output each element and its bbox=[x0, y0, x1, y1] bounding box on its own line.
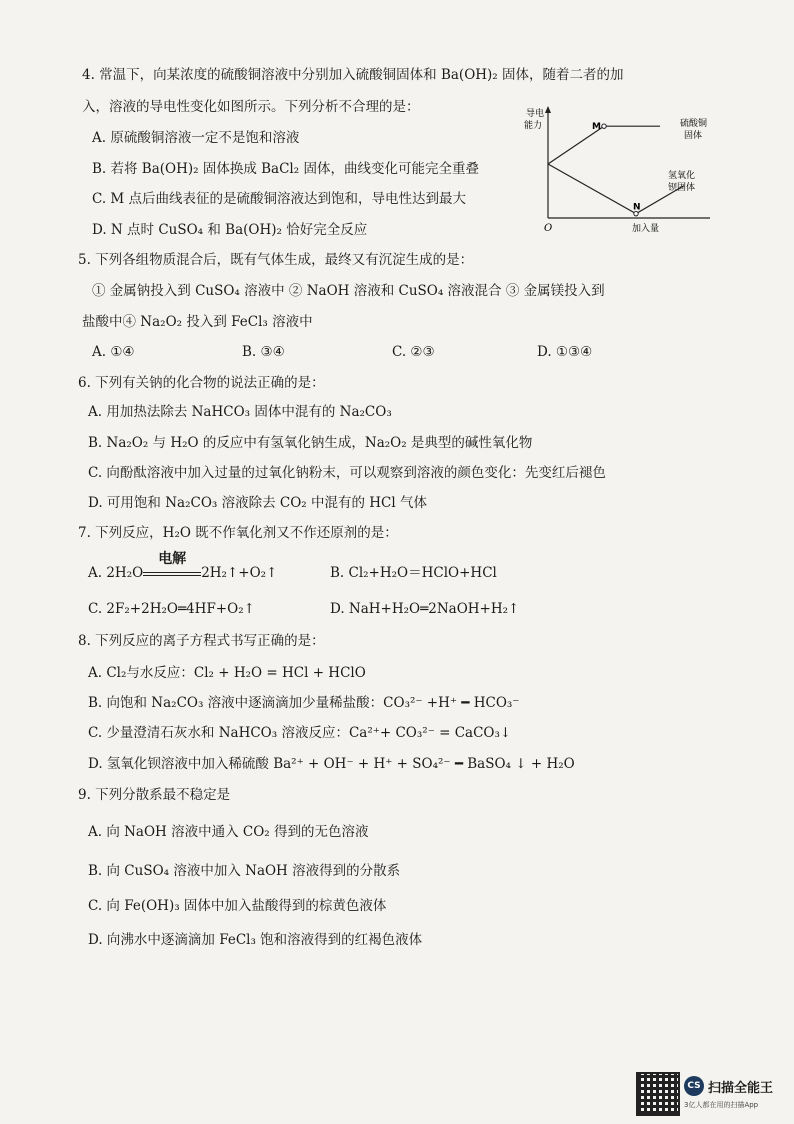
q8-option-b: B. 向饱和 Na₂CO₃ 溶液中逐滴滴加少量稀盐酸：CO₃²⁻ +H⁺ ━ HCO₃⁻ bbox=[88, 695, 520, 711]
q4-option-d: D. N 点时 CuSO₄ 和 Ba(OH)₂ 恰好完全反应 bbox=[92, 222, 368, 238]
q8-option-a: A. Cl₂与水反应：Cl₂ + H₂O = HCl + HClO bbox=[88, 665, 366, 681]
legend-barium-hydroxide-1: 氢氧化 bbox=[668, 171, 696, 181]
origin-label: O bbox=[544, 223, 553, 234]
q5-option-b: B. ③④ bbox=[242, 344, 285, 360]
q4-option-b: B. 若将 Ba(OH)₂ 固体换成 BaCl₂ 固体，曲线变化可能完全重叠 bbox=[92, 161, 479, 177]
q5-option-c: C. ②③ bbox=[392, 344, 435, 360]
q7-option-a bbox=[88, 551, 278, 582]
q6-option-a: A. 用加热法除去 NaHCO₃ 固体中混有的 Na₂CO₃ bbox=[88, 404, 392, 420]
electrolysis-equals bbox=[143, 551, 201, 582]
legend-copper-sulfate-1: 硫酸铜 bbox=[680, 119, 708, 129]
q5-option-d: D. ①③④ bbox=[537, 344, 593, 360]
q7-option-c: C. 2F₂+2H₂O═4HF+O₂↑ bbox=[88, 601, 255, 617]
q9-option-b: B. 向 CuSO₄ 溶液中加入 NaOH 溶液得到的分散系 bbox=[88, 863, 401, 879]
point-m-label: M bbox=[592, 122, 601, 133]
point-m-marker bbox=[602, 124, 606, 128]
series-barium-hydroxide-line bbox=[548, 164, 684, 214]
q4-option-a: A. 原硫酸铜溶液一定不是饱和溶液 bbox=[92, 130, 300, 146]
q7-option-a-right: 2H₂↑+O₂↑ bbox=[201, 565, 278, 581]
y-axis-label-2: 能力 bbox=[524, 121, 543, 131]
app-tagline: 3亿人都在用的扫描App bbox=[684, 1101, 759, 1109]
q7-stem: 7. 下列反应，H₂O 既不作氧化剂又不作还原剂的是： bbox=[78, 525, 398, 541]
legend-barium-hydroxide-2: 钡固体 bbox=[668, 183, 696, 193]
q6-option-b: B. Na₂O₂ 与 H₂O 的反应中有氢氧化钠生成，Na₂O₂ 是典型的碱性氧化物 bbox=[88, 435, 533, 451]
q7-option-d: D. NaH+H₂O═2NaOH+H₂↑ bbox=[330, 601, 520, 617]
q7-option-a-left: A. 2H₂O bbox=[88, 565, 144, 581]
q9-option-a: A. 向 NaOH 溶液中通入 CO₂ 得到的无色溶液 bbox=[88, 824, 369, 840]
q5-line1: ① 金属钠投入到 CuSO₄ 溶液中 ② NaOH 溶液和 CuSO₄ 溶液混合 ③ 金属镁投入到 bbox=[92, 283, 605, 299]
q6-option-c: C. 向酚酞溶液中加入过量的过氧化钠粉末，可以观察到溶液的颜色变化：先变红后褪色 bbox=[88, 465, 606, 481]
app-name: 扫描全能王 bbox=[708, 1081, 774, 1096]
camscanner-logo-icon: CS bbox=[684, 1076, 704, 1096]
q4-stem-line1: 4. 常温下，向某浓度的硫酸铜溶液中分别加入硫酸铜固体和 Ba(OH)₂ 固体，随着二者的加 bbox=[82, 67, 624, 83]
q9-stem: 9. 下列分散系最不稳定是 bbox=[78, 787, 231, 803]
conductivity-chart bbox=[520, 100, 720, 240]
y-axis-label-1: 导电 bbox=[526, 109, 545, 119]
q6-stem: 6. 下列有关钠的化合物的说法正确的是： bbox=[78, 375, 325, 391]
point-n-label: N bbox=[633, 202, 641, 213]
q7-option-b: B. Cl₂+H₂O＝HClO+HCl bbox=[330, 565, 497, 581]
q9-option-d: D. 向沸水中逐滴滴加 FeCl₃ 饱和溶液得到的红褐色液体 bbox=[88, 932, 423, 948]
q4-stem-line2: 入，溶液的导电性变化如图所示。下列分析不合理的是： bbox=[82, 99, 420, 115]
qr-code-icon bbox=[636, 1072, 680, 1116]
y-axis-arrow bbox=[545, 106, 551, 113]
q8-option-d: D. 氢氧化钡溶液中加入稀硫酸 Ba²⁺ + OH⁻ + H⁺ + SO₄²⁻ ━ BaSO₄ ↓ + H₂O bbox=[88, 756, 575, 772]
q8-option-c: C. 少量澄清石灰水和 NaHCO₃ 溶液反应：Ca²⁺+ CO₃²⁻ = CaCO₃↓ bbox=[88, 725, 512, 741]
legend-copper-sulfate-2: 固体 bbox=[684, 131, 703, 141]
q4-option-c: C. M 点后曲线表征的是硫酸铜溶液达到饱和，导电性达到最大 bbox=[92, 191, 467, 207]
q9-option-c: C. 向 Fe(OH)₃ 固体中加入盐酸得到的棕黄色液体 bbox=[88, 898, 387, 914]
q5-option-a: A. ①④ bbox=[92, 344, 135, 360]
series-copper-sulfate-line bbox=[548, 126, 660, 164]
q8-stem: 8. 下列反应的离子方程式书写正确的是： bbox=[78, 633, 325, 649]
q6-option-d: D. 可用饱和 Na₂CO₃ 溶液除去 CO₂ 中混有的 HCl 气体 bbox=[88, 495, 427, 511]
electrolysis-condition: 电解 bbox=[158, 551, 187, 567]
q5-line2: 盐酸中④ Na₂O₂ 投入到 FeCl₃ 溶液中 bbox=[82, 314, 313, 330]
q5-stem: 5. 下列各组物质混合后，既有气体生成，最终又有沉淀生成的是： bbox=[78, 252, 474, 268]
x-axis-label: 加入量 bbox=[632, 224, 660, 234]
